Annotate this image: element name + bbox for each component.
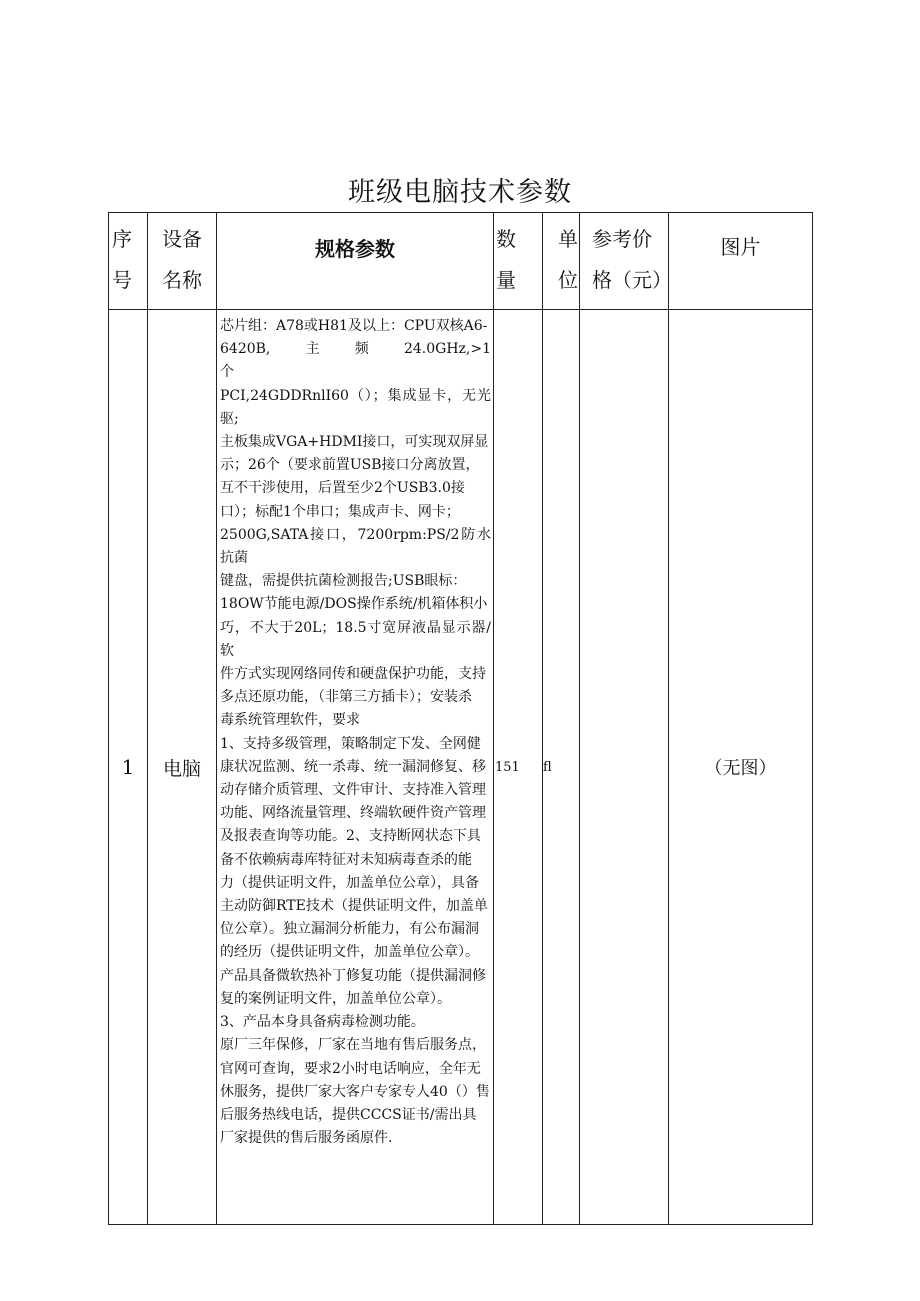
spec-line: 产品具备微软热补丁修复功能（提供漏洞修 (220, 967, 486, 984)
header-spec: 规格参数 (217, 213, 494, 310)
header-price-line1: 参考价 (592, 227, 652, 251)
spec-line: 1、支持多级管理，策略制定下发、全网健 (220, 735, 481, 752)
header-price (580, 213, 672, 310)
spec-line: 功能、网络流量管理、终端软硬件资产管理 (220, 805, 486, 822)
spec-line: 动存储介质管理、文件审计、支持准入管理 (220, 782, 486, 799)
header-unit-line2: 位 (558, 268, 578, 292)
spec-line: 力（提供证明文件，加盖单位公章），具备 (220, 874, 479, 891)
header-qty (494, 213, 543, 310)
document-title: 班级电脑技术参数 (348, 177, 572, 208)
spec-line: 示；26个（要求前置USB接口分离放置， (220, 457, 480, 474)
header-unit-line1: 单 (558, 227, 578, 251)
spec-line: 及报表查询等功能。2、支持断网状态下具 (220, 828, 481, 845)
spec-line: 毒系统管理软件，要求 (220, 712, 360, 729)
spec-line: 主板集成VGA+HDMI接口，可实现双屏显 (220, 434, 489, 451)
spec-line: 6420B, 主 频 24.0GHz,>1 个 (220, 341, 519, 381)
spec-line: 键盘，需提供抗菌检测报告;USB眼标： (220, 573, 467, 590)
header-qty-line2: 量 (496, 268, 516, 292)
spec-line: 互不干涉使用，后置至少2个USB3.0接 (220, 480, 465, 497)
spec-line: 的经历（提供证明文件，加盖单位公章）。 (220, 944, 479, 961)
spec-line: 18OW节能电源/DOS操作系统/机箱体积小 (220, 596, 488, 613)
spec-line: 芯片组：A78或H81及以上：CPU双核A6- (220, 318, 488, 334)
row-name: 电脑 (148, 310, 217, 1225)
spec-line: 后服务热线电话，提供CCCS证书/需出具 (220, 1106, 477, 1123)
spec-line: 复的案例证明文件，加盖单位公章）。 (220, 990, 451, 1007)
header-price-line2: 格（元） (592, 268, 672, 292)
spec-line: 原厂三年保修，厂家在当地有售后服务点， (220, 1037, 486, 1054)
header-seq-line2: 号 (112, 268, 132, 292)
row-seq: 1 (109, 310, 148, 1225)
spec-table (108, 212, 813, 1225)
row-price (580, 310, 669, 1225)
header-row (109, 213, 813, 310)
spec-line: 多点还原功能，（非第三方插卡）；安装杀 (220, 689, 472, 706)
spec-line: 3、产品本身具备病毒检测功能。 (220, 1014, 425, 1031)
header-qty-line1: 数 (496, 227, 516, 251)
table-row (109, 310, 813, 1225)
header-seq-line1: 序 (112, 227, 132, 251)
header-name-line1: 设备 (162, 227, 202, 251)
spec-line: 官网可查询，要求2小时电话响应，全年无 (220, 1060, 481, 1077)
spec-line: 口）；标配1个串口；集成声卡、网卡； (220, 503, 460, 520)
row-unit: fl (543, 310, 580, 1225)
spec-line: 主动防御RTE技术（提供证明文件，加盖单 (220, 898, 488, 915)
row-picture: （无图） (669, 310, 813, 1225)
spec-line: 位公章）。独立漏洞分析能力，有公布漏洞 (220, 921, 479, 938)
header-unit (543, 213, 580, 310)
spec-line: 休服务，提供厂家大客户专家专人40（）售 (220, 1083, 490, 1100)
spec-line: 件方式实现网络同传和硬盘保护功能，支持 (220, 666, 486, 683)
row-qty: 151 (494, 310, 543, 1225)
header-seq (109, 213, 148, 310)
header-name (148, 213, 217, 310)
spec-line: PCI,24GDDRnlI60（）；集成显卡，无光驱; (220, 387, 491, 427)
spec-line: 2500G,SATA接口，7200rpm:PS/2防水抗菌 (220, 526, 491, 567)
spec-line: 备不依赖病毒库特征对未知病毒查杀的能 (220, 851, 472, 868)
spec-line: 康状况监测、统一杀毒、统一漏洞修复、移 (220, 758, 486, 775)
spec-line: 厂家提供的售后服务函原件. (220, 1130, 393, 1147)
header-picture: 图片 (669, 213, 813, 310)
spec-line: 巧，不大于20L；18.5寸宽屏液晶显示器/软 (220, 619, 491, 659)
header-name-line2: 名称 (162, 268, 202, 292)
